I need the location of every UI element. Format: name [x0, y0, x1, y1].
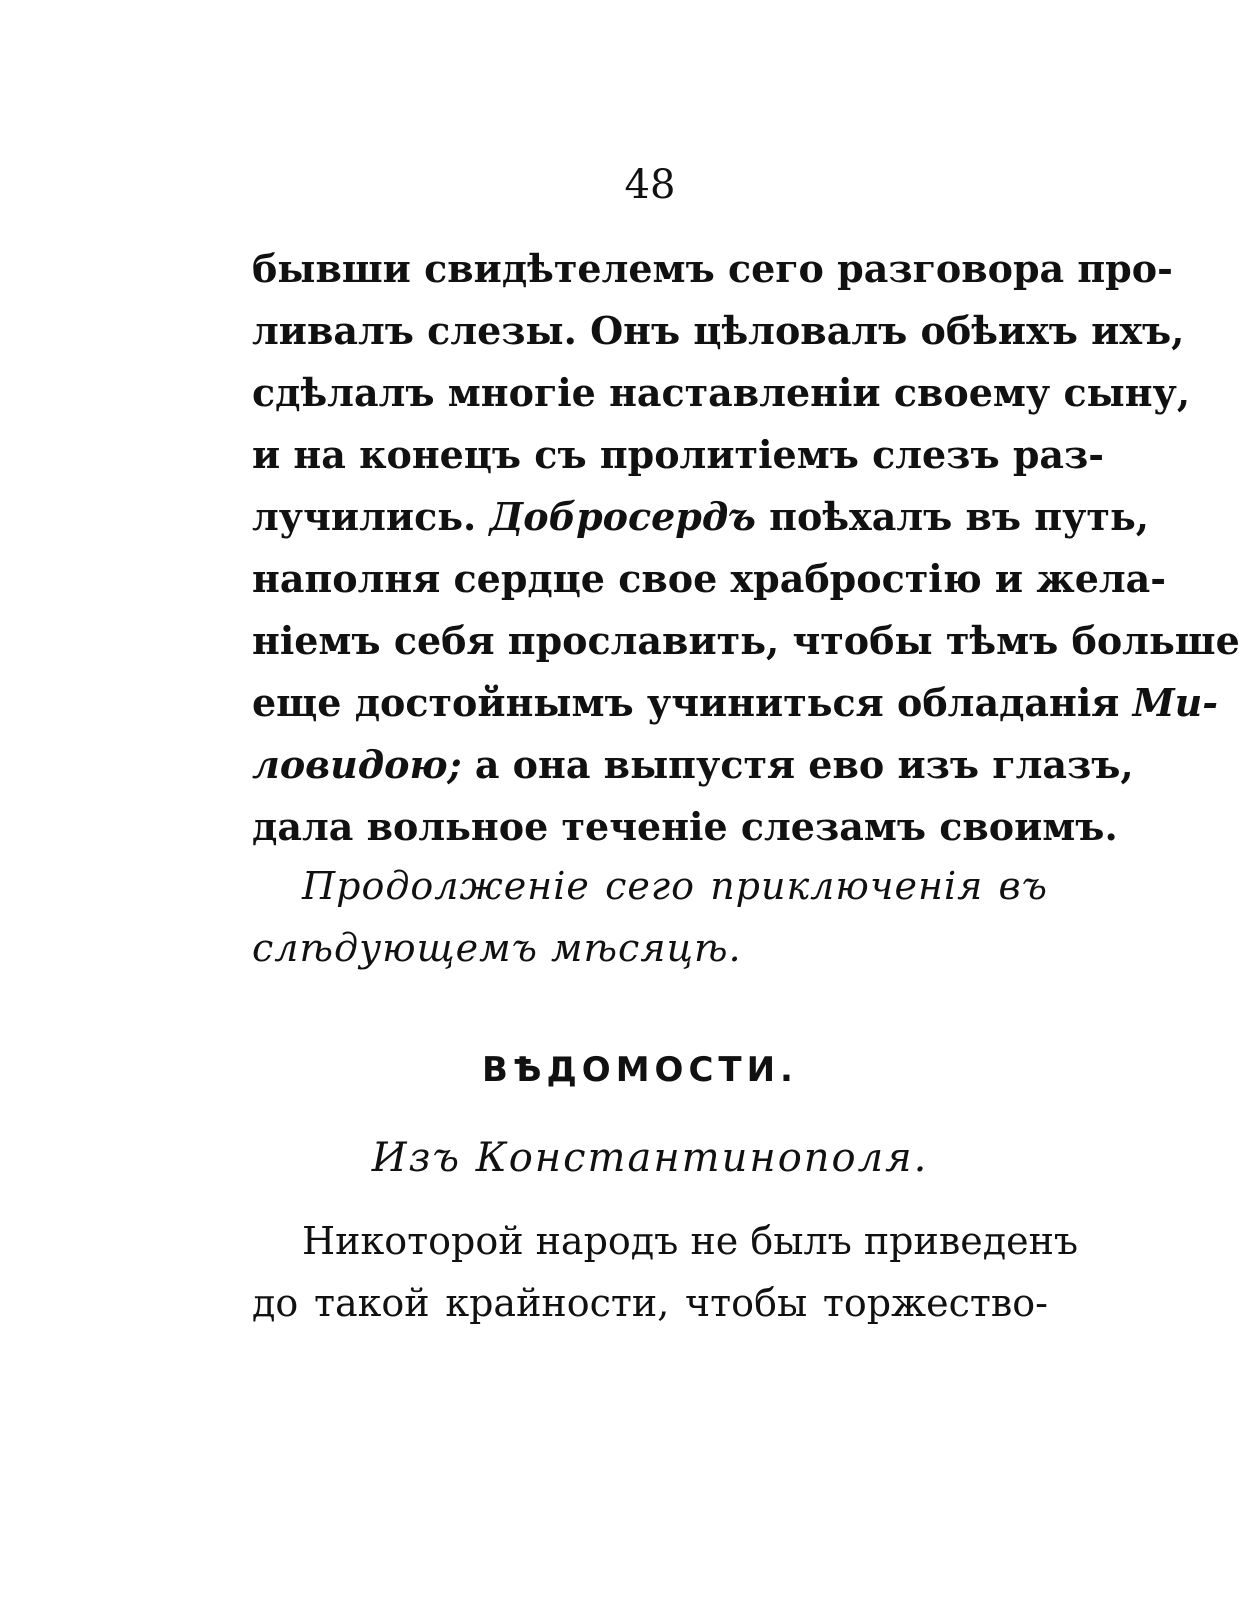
- text-segment: [476, 494, 489, 539]
- page-number: 48: [624, 162, 676, 208]
- text-line: Никоторой народъ не былъ приведенъ: [302, 1219, 1079, 1263]
- text-segment: наполня сердце свое храбростію и жела-: [252, 556, 1167, 601]
- text-segment: ніемъ себя прославить, чтобы тѣмъ больше: [252, 618, 1240, 663]
- text-line: [252, 300, 1185, 362]
- text-line: [252, 610, 1240, 672]
- text-segment: ливалъ слезы. Онъ цѣловалъ обѣихъ ихъ,: [252, 308, 1185, 353]
- text-line: [252, 548, 1167, 610]
- italic-name: ловидою;: [252, 742, 462, 787]
- text-segment: еще достойнымъ учиниться обладанія: [252, 680, 1133, 725]
- text-line: [252, 672, 1219, 734]
- text-line: [252, 486, 1149, 548]
- text-line: [252, 424, 1105, 486]
- paragraph-news: [252, 1210, 1079, 1334]
- text-line: до такой крайности, чтобы торжество-: [252, 1281, 1048, 1325]
- text-line: Продолженіе сего приключенія въ: [302, 864, 1048, 908]
- text-segment: дала вольное теченіе слезамъ своимъ.: [252, 804, 1118, 849]
- paragraph-continuation-note: [252, 855, 1048, 979]
- text-line: [252, 362, 1191, 424]
- text-segment: и на конецъ съ пролитіемъ слезъ раз-: [252, 432, 1105, 477]
- text-line: [252, 734, 1134, 796]
- section-title: ВѢДОМОСТИ.: [482, 1050, 798, 1090]
- text-line: слѣдующемъ мѣсяцѣ.: [252, 926, 742, 970]
- italic-name: Ми-: [1132, 680, 1219, 725]
- text-segment: бывши свидѣтелемъ сего разговора про-: [252, 246, 1173, 291]
- text-segment: поѣхалъ въ путь,: [755, 494, 1149, 539]
- text-segment: сдѣлалъ многіе наставленіи своему сыну,: [252, 370, 1191, 415]
- text-segment: а она выпустя ево изъ глазъ,: [461, 742, 1134, 787]
- subheading: Изъ Константинополя.: [371, 1135, 929, 1181]
- paragraph-story-ending: [252, 238, 1240, 858]
- italic-name: Добросердъ: [489, 494, 756, 539]
- text-line: [252, 238, 1173, 300]
- text-segment: лучились.: [252, 494, 477, 539]
- text-line: [252, 796, 1118, 858]
